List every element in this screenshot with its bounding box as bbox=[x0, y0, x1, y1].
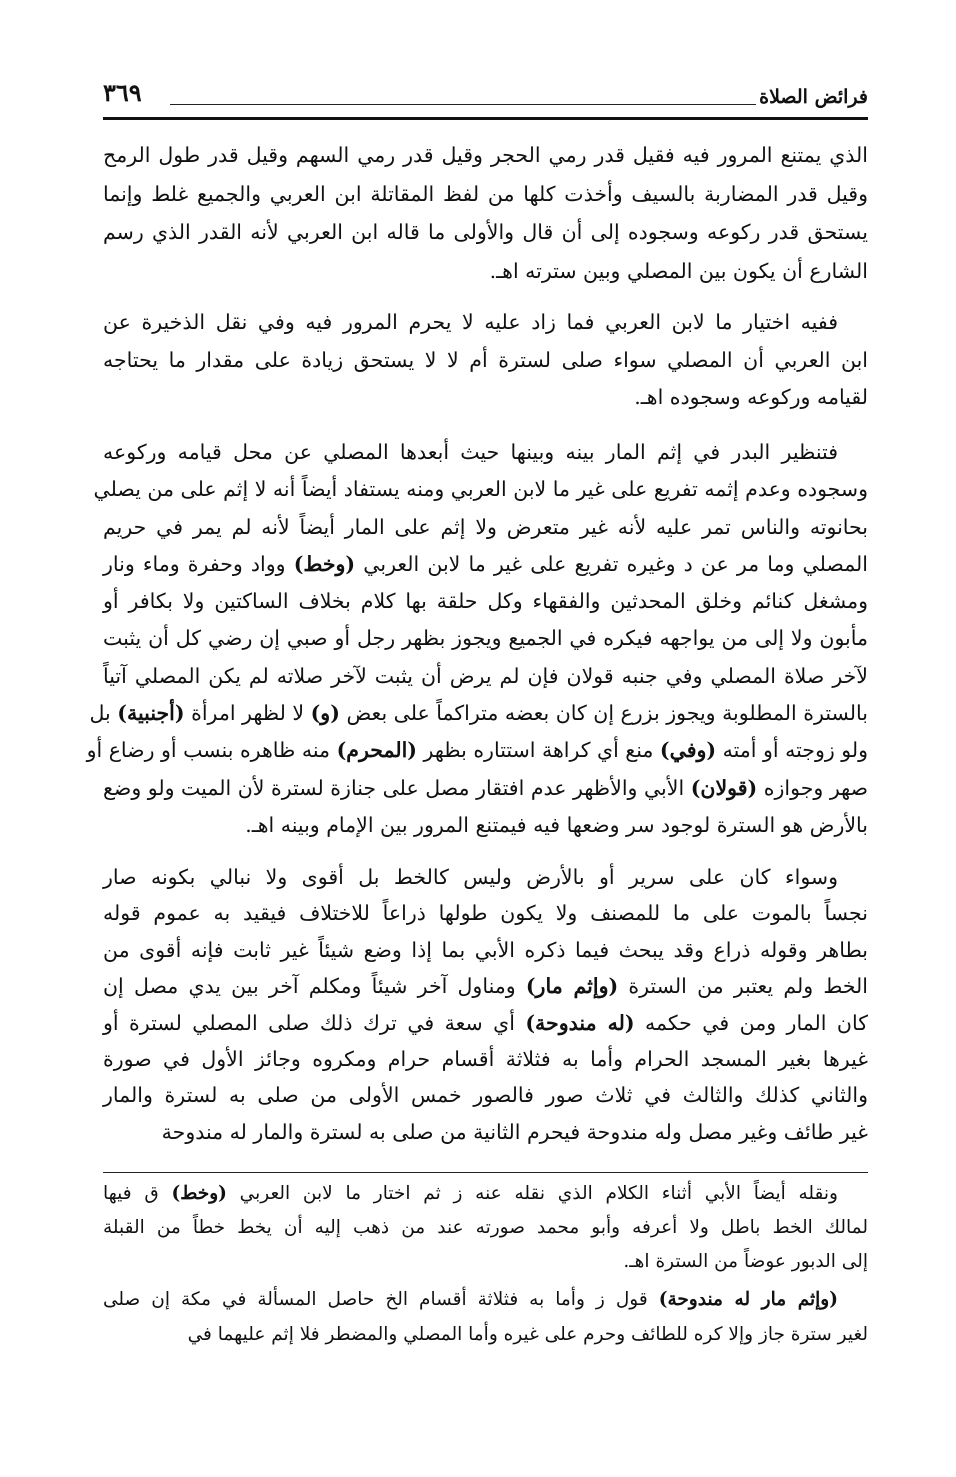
text-segment: لغير سترة جاز وإلا كره للطائف وحرم على غيره وأما المصلي والمضطر فلا إثم عليهما في bbox=[187, 1324, 868, 1345]
text-segment: الخط ولم يعتبر من السترة bbox=[618, 974, 868, 999]
text-segment: لآخر صلاة المصلي وفي جنبه قولان فإن لم يرض أن يثبت لآخر صلاته لم يكن المصلي آتياً bbox=[103, 663, 868, 688]
text-segment: منه ظاهره بنسب أو رضاع أو bbox=[86, 738, 337, 763]
text-segment: الذي يمتنع المرور فيه فقيل قدر رمي الحجر وقيل قدر رمي السهم وقيل قدر طول الرمح bbox=[103, 143, 868, 167]
text-line bbox=[103, 175, 868, 214]
footnote-2 bbox=[103, 1282, 868, 1352]
bold-term: (وإثم مار له مندوحة) bbox=[658, 1289, 838, 1310]
text-line bbox=[103, 509, 868, 546]
text-line bbox=[103, 379, 868, 417]
text-segment: قول ز وأما به فثلاثة أقسام الخ حاصل المسألة في مكة إن صلى bbox=[103, 1289, 659, 1310]
text-line bbox=[93, 471, 868, 508]
text-segment: أي سعة في ترك ذلك صلى المصلي لسترة أو bbox=[103, 1010, 526, 1035]
text-line bbox=[103, 1041, 868, 1077]
text-line bbox=[103, 342, 868, 380]
text-line bbox=[103, 932, 868, 968]
text-line bbox=[103, 1114, 868, 1150]
text-segment: ق فيها bbox=[103, 1183, 172, 1204]
text-segment: ابن العربي أن المصلي سواء صلى لسترة أم لا لا يستحق زيادة على مقدار ما يحتاجه bbox=[103, 347, 868, 372]
text-segment: غيرها بغير المسجد الحرام وأما به فثلاثة أقسام حرام ومكروه وجائز الأول في صورة bbox=[103, 1047, 868, 1072]
footnote-divider bbox=[103, 1172, 868, 1173]
text-line bbox=[103, 968, 868, 1004]
text-line bbox=[103, 895, 868, 931]
bold-term: (له مندوحة) bbox=[525, 1010, 635, 1035]
header-rule bbox=[170, 104, 756, 105]
text-segment: يستحق قدر ركوعه وسجوده إلى أن قال والأولى ما قاله ابن العربي لأنه القدر الذي رسم bbox=[103, 220, 868, 244]
text-segment: نجساً بالموت على ما للمصنف ولا يكون طولها ذراعاً للاختلاف فيقيد به عموم قوله bbox=[103, 901, 868, 926]
bold-term: (وإثم مار) bbox=[525, 974, 619, 999]
text-line bbox=[89, 695, 868, 732]
text-segment: والثاني كذلك والثالث في ثلاث صور فالصور خمس الأولى من صلى به لسترة والمار bbox=[103, 1083, 868, 1108]
bold-term: (و) bbox=[310, 701, 340, 726]
paragraph-1 bbox=[103, 136, 868, 290]
text-segment: بطاهر وقوله ذراع وقد يبحث فيما ذكره الأبي بما إذا وضع شيئاً غير ثابت فإنه أقوى من bbox=[103, 937, 868, 962]
text-segment: ولو زوجته أو أمته bbox=[716, 738, 868, 763]
text-segment: بحانوته والناس تمر عليه لأنه غير متعرض ولا إثم على المار أيضاً لأنه لم يمر في حريم bbox=[103, 514, 868, 539]
text-line bbox=[103, 252, 868, 291]
text-line bbox=[103, 546, 868, 583]
text-line bbox=[103, 1177, 868, 1211]
text-line bbox=[103, 583, 868, 620]
text-segment: وسواء كان على سرير أو بالأرض وليس كالخط بل أقوى ولا نبالي بكونه صار bbox=[103, 865, 838, 889]
text-line bbox=[103, 1282, 868, 1317]
text-segment: بالسترة المطلوبة ويجوز بزرع إن كان بعضه متراكماً على بعض bbox=[339, 701, 868, 726]
text-segment: لا لظهر امرأة bbox=[184, 701, 311, 726]
text-segment: بالأرض هو السترة لوجود سر وضعها فيه فيمتنع المرور بين الإمام وبينه اهـ. bbox=[245, 812, 868, 837]
bold-term: (المحرم) bbox=[336, 738, 417, 763]
paragraph-3 bbox=[86, 434, 869, 844]
bold-term: (قولان) bbox=[690, 775, 758, 800]
bold-term: (أجنبية) bbox=[117, 701, 185, 726]
text-segment: منع أي كراهة استتاره بظهر bbox=[417, 738, 660, 763]
chapter-title: فرائض الصلاة bbox=[759, 86, 868, 108]
bold-term: (وخط) bbox=[171, 1183, 227, 1204]
bold-term: (وفي) bbox=[659, 738, 717, 763]
text-line bbox=[103, 1005, 868, 1041]
text-segment: إلى الدبور عوضاً من السترة اهـ. bbox=[623, 1251, 868, 1272]
text-line bbox=[103, 859, 868, 895]
text-segment: ففيه اختيار ما لابن العربي فما زاد عليه لا يحرم المرور فيه وفي نقل الذخيرة عن bbox=[103, 310, 838, 334]
header-divider bbox=[103, 117, 868, 120]
text-segment: فتنظير البدر في إثم المار بينه وبينها حيث أبعدها المصلي عن محل قيامه وركوعه bbox=[103, 440, 838, 464]
text-segment: مأبون ولا إلى من يواجهه فيكره في الجميع ويجوز بظهر رجل أو صبي إن رضي كل أن يثبت bbox=[103, 626, 868, 651]
text-line bbox=[103, 136, 868, 175]
text-segment: ومناول آخر شيئاً ومكلم آخر بين يدي مصل إن bbox=[103, 974, 526, 999]
text-segment: وقيل قدر المضاربة بالسيف وأخذت كلها من لفظ المقاتلة ابن العربي والجميع غلط وإنما bbox=[103, 181, 868, 206]
text-segment: الأبي والأظهر عدم افتقار مصل على جنازة لسترة لأن الميت ولو وضع bbox=[103, 775, 691, 800]
text-line bbox=[103, 770, 868, 807]
text-line bbox=[103, 1077, 868, 1113]
text-line bbox=[103, 1245, 868, 1279]
text-segment: صهر وجوازه bbox=[757, 775, 868, 800]
text-line bbox=[103, 304, 868, 342]
text-line bbox=[86, 732, 868, 769]
paragraph-2 bbox=[103, 304, 868, 417]
text-segment: لمالك الخط باطل ولا أعرفه وأبو محمد صورته عند من ذهب إليه أن يخط خطاً من القبلة bbox=[103, 1217, 868, 1238]
text-segment: غير طائف وغير مصل وله مندوحة فيحرم الثانية من صلى به لسترة والمار له مندوحة bbox=[161, 1119, 868, 1144]
text-segment: الشارع أن يكون بين المصلي وبين سترته اهـ. bbox=[489, 258, 868, 283]
text-segment: وواد وحفرة وماء ونار bbox=[103, 551, 294, 576]
text-line bbox=[103, 434, 868, 471]
text-segment: بل bbox=[89, 701, 118, 726]
text-segment: المصلي وما مر عن د وغيره تفريع على غير ما لابن العربي bbox=[355, 551, 869, 576]
text-line bbox=[103, 1211, 868, 1245]
bold-term: (وخط) bbox=[293, 551, 356, 576]
text-line bbox=[103, 1317, 868, 1352]
page-number: ٣٦٩ bbox=[103, 78, 142, 107]
paragraph-4 bbox=[103, 859, 868, 1150]
text-line bbox=[103, 658, 868, 695]
text-line bbox=[103, 807, 868, 844]
text-segment: لقيامه وركوعه وسجوده اهـ. bbox=[634, 385, 868, 409]
footnote-1 bbox=[103, 1177, 868, 1279]
text-segment: وسجوده وعدم إثمه تفريع على غير ما لابن العربي ومنه يستفاد أيضاً أنه لا إثم على من يصلي bbox=[93, 477, 868, 502]
text-line bbox=[103, 620, 868, 657]
text-segment: ونقله أيضاً الأبي أثناء الكلام الذي نقله عنه ز ثم اختار ما لابن العربي bbox=[226, 1183, 838, 1204]
text-segment: ومشغل كنائم وخلق المحدثين والفقهاء وكل حلقة بها كلام بخلاف الساكتين ولا بكافر أو bbox=[103, 589, 868, 614]
text-segment: كان المار ومن في حكمه bbox=[634, 1010, 868, 1035]
text-line bbox=[103, 213, 868, 252]
